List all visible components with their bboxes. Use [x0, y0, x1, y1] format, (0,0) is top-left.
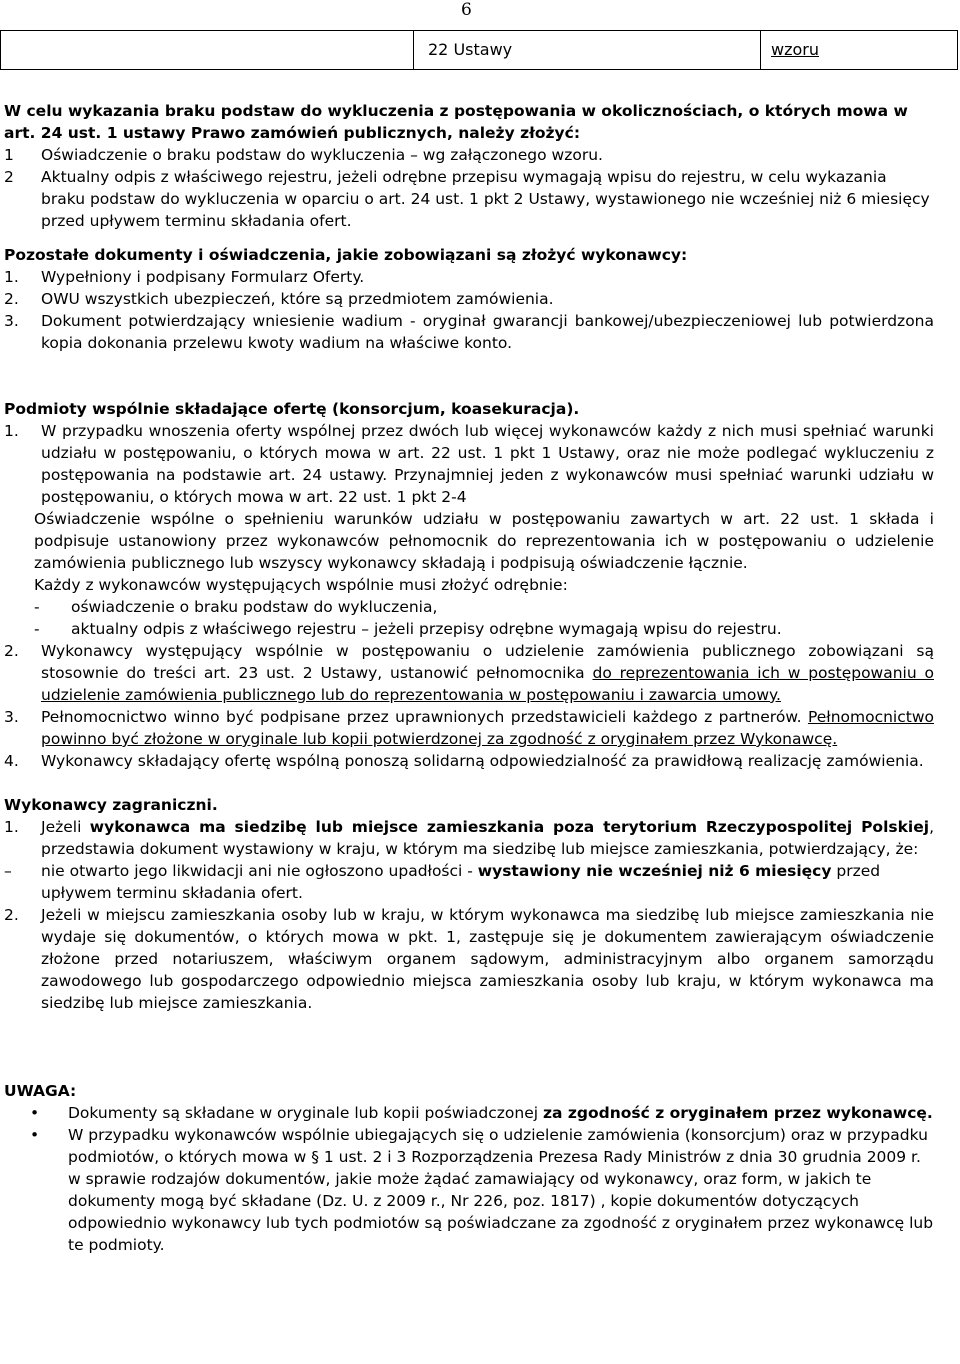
- section3-dash-item-1: [4, 596, 934, 618]
- item-number: 2.: [4, 906, 19, 924]
- item-text-bold: wystawiony nie wcześniej niż 6 miesięcy: [477, 862, 832, 880]
- dash-marker: –: [4, 862, 12, 880]
- item-number: 1.: [4, 818, 19, 836]
- item-text: [41, 816, 934, 860]
- item-text: W przypadku wnoszenia oferty wspólnej przez dwóch lub więcej wykonawców każdy z nich musi spełniać warunki udziału w postępowaniu, o których mowa w art. 22 ust. 1 pkt 1 Ustawy, oraz nie może podlegać wykluczeniu z postępowania na podstawie art. 24 ustawy. Przynajmniej jeden z wykonawców musi spełniać warunki udziału w postępowaniu, o których mowa w art. 22 ust. 1 pkt 2-4: [41, 422, 934, 506]
- bullet-marker: •: [30, 1126, 40, 1144]
- item-text-bold: wykonawca ma siedzibę lub miejsce zamieszkania poza terytorium Rzeczypospolitej Polskiej: [89, 818, 930, 836]
- item-text-part: przed upływem terminu składania ofert.: [41, 862, 881, 902]
- item-number: 4.: [4, 752, 19, 770]
- uwaga-heading: UWAGA:: [4, 1082, 77, 1100]
- section4-dash-item: [4, 860, 934, 904]
- header-table: [0, 30, 958, 70]
- item-text-underlined: do reprezentowania ich w postępowaniu o udzielenie zamówienia publicznego lub do reprezentowania w postępowaniu i zawarcia umowy.: [41, 664, 934, 704]
- item-text-part: nie otwarto jego likwidacji ani nie ogłoszono upadłości -: [41, 862, 478, 880]
- section3-paragraph-1: Oświadczenie wspólne o spełnieniu warunków udziału w postępowaniu zawartych w art. 22 ust. 1 składa i podpisuje ustanowiony przez wykonawców pełnomocnik do reprezentowania ich w postępowaniu o udzielenie zamówienia publicznego lub wszyscy wykonawcy składają i podpisują oświadczenie łącznie.: [34, 510, 934, 572]
- bullet-text: [68, 1102, 934, 1124]
- item-text-underlined: Pełnomocnictwo powinno być złożone w oryginale lub kopii potwierdzonej za zgodność z oryginałem przez Wykonawcę.: [41, 708, 934, 748]
- item-text: Oświadczenie o braku podstaw do wykluczenia – wg załączonego wzoru.: [41, 146, 603, 164]
- document-body: [4, 100, 934, 1256]
- section4-item-2: [4, 904, 934, 1014]
- item-text: [41, 640, 934, 706]
- section1-item-1: [4, 144, 934, 166]
- item-number: 1.: [4, 268, 19, 286]
- section2-heading: Pozostałe dokumenty i oświadczenia, jakie zobowiązani są złożyć wykonawcy:: [4, 246, 688, 264]
- section3-dash-item-2: [4, 618, 934, 640]
- item-text: Dokument potwierdzający wniesienie wadium - oryginał gwarancji bankowej/ubezpieczeniowej lub potwierdzona kopia dokonania przelewu kwoty wadium na właściwe konto.: [41, 312, 934, 352]
- bullet-text-part: Dokumenty są składane w oryginale lub kopii poświadczonej: [68, 1104, 543, 1122]
- dash-marker: -: [34, 620, 40, 638]
- item-text: [41, 706, 934, 750]
- item-text-part: Pełnomocnictwo winno być podpisane przez uprawnionych przedstawicieli każdego z partnerów.: [41, 708, 808, 726]
- item-text: Jeżeli w miejscu zamieszkania osoby lub w kraju, w którym wykonawca ma siedzibę lub miejsce zamieszkania nie wydaje się dokumentów, o których mowa w pkt. 1, zastępuje się je dokumentem zawierającym oświadczenie złożone przed notariuszem, właściwym organem sądowym, administracyjnym albo organem samorządu zawodowego lub gospodarczego odpowiednio miejsca zamieszkania osoby lub kraju, w którym wykonawca ma siedzibę lub miejsce zamieszkania.: [41, 906, 934, 1012]
- bullet-text-bold: za zgodność z oryginałem przez wykonawcę.: [542, 1104, 933, 1122]
- item-number: 3.: [4, 312, 19, 330]
- section3-item-3: [4, 706, 934, 750]
- section3-item-4: [4, 750, 934, 772]
- uwaga-bullet-2: [4, 1124, 934, 1256]
- item-text: oświadczenie o braku podstaw do wykluczenia,: [71, 598, 438, 616]
- item-number: 1.: [4, 422, 19, 440]
- section2-item-1: [4, 266, 934, 288]
- section1-item-2: [4, 166, 934, 232]
- section4-heading: Wykonawcy zagraniczni.: [4, 796, 218, 814]
- header-cell-wzoru[interactable]: wzoru: [761, 31, 958, 70]
- item-number: 2.: [4, 642, 19, 660]
- item-number: 3.: [4, 708, 19, 726]
- section1-heading: W celu wykazania braku podstaw do wykluczenia z postępowania w okolicznościach, o których mowa w art. 24 ust. 1 ustawy Prawo zamówień publicznych, należy złożyć:: [4, 102, 908, 142]
- item-text-part: Wykonawcy występujący wspólnie w postępowaniu o udzielenie zamówienia publicznego zobowiązani są stosownie do treści art. 23 ust. 2 Ustawy, ustanowić pełnomocnika: [41, 642, 934, 682]
- section3-item-1: [4, 420, 934, 508]
- dash-marker: -: [34, 598, 40, 616]
- item-number: 2: [4, 168, 14, 186]
- header-cell-ustawy: 22 Ustawy: [414, 31, 761, 70]
- item-text: Aktualny odpis z właściwego rejestru, jeżeli odrębne przepisu wymagają wpisu do rejestru, w celu wykazania braku podstaw do wykluczenia w oparciu o art. 24 ust. 1 pkt 2 Ustawy, wystawionego nie wcześniej niż 6 miesięcy przed upływem terminu składania ofert.: [41, 168, 930, 230]
- section2-item-2: [4, 288, 934, 310]
- item-text: OWU wszystkich ubezpieczeń, które są przedmiotem zamówienia.: [41, 290, 554, 308]
- bullet-text: W przypadku wykonawców wspólnie ubiegających się o udzielenie zamówienia (konsorcjum) oraz w przypadku podmiotów, o których mowa w § 1 ust. 2 i 3 Rozporządzenia Prezesa Rady Ministrów z dnia 30 grudnia 2009 r. w sprawie rodzajów dokumentów, jakie może żądać zamawiający od wykonawcy, oraz form, w jakich te dokumenty mogą być składane (Dz. U. z 2009 r., Nr 226, poz. 1817) , kopie dokumentów dotyczących odpowiednio wykonawcy lub tych podmiotów są poświadczane za zgodność z oryginałem przez wykonawcę lub te podmioty.: [68, 1126, 934, 1254]
- item-text-part: , przedstawia dokument wystawiony w kraju, w którym ma siedzibę lub miejsce zamieszkania, potwierdzający, że:: [41, 818, 934, 858]
- section4-item-1: [4, 816, 934, 860]
- item-text: [41, 860, 934, 904]
- section3-paragraph-2: Każdy z wykonawców występujących wspólnie musi złożyć odrębnie:: [34, 576, 568, 594]
- section3-item-2: [4, 640, 934, 706]
- item-text: Wykonawcy składający ofertę wspólną ponoszą solidarną odpowiedzialność za prawidłową realizację zamówienia.: [41, 752, 924, 770]
- section3-heading: Podmioty wspólnie składające ofertę (konsorcjum, koasekuracja).: [4, 400, 580, 418]
- item-number: 1: [4, 146, 14, 164]
- item-text-part: Jeżeli: [41, 818, 90, 836]
- uwaga-bullet-1: [4, 1102, 934, 1124]
- item-number: 2.: [4, 290, 19, 308]
- bullet-marker: •: [30, 1104, 40, 1122]
- item-text: Wypełniony i podpisany Formularz Oferty.: [41, 268, 365, 286]
- item-text: aktualny odpis z właściwego rejestru – jeżeli przepisy odrębne wymagają wpisu do rejestru.: [71, 620, 782, 638]
- header-empty-cell: [1, 31, 414, 70]
- section2-item-3: [4, 310, 934, 354]
